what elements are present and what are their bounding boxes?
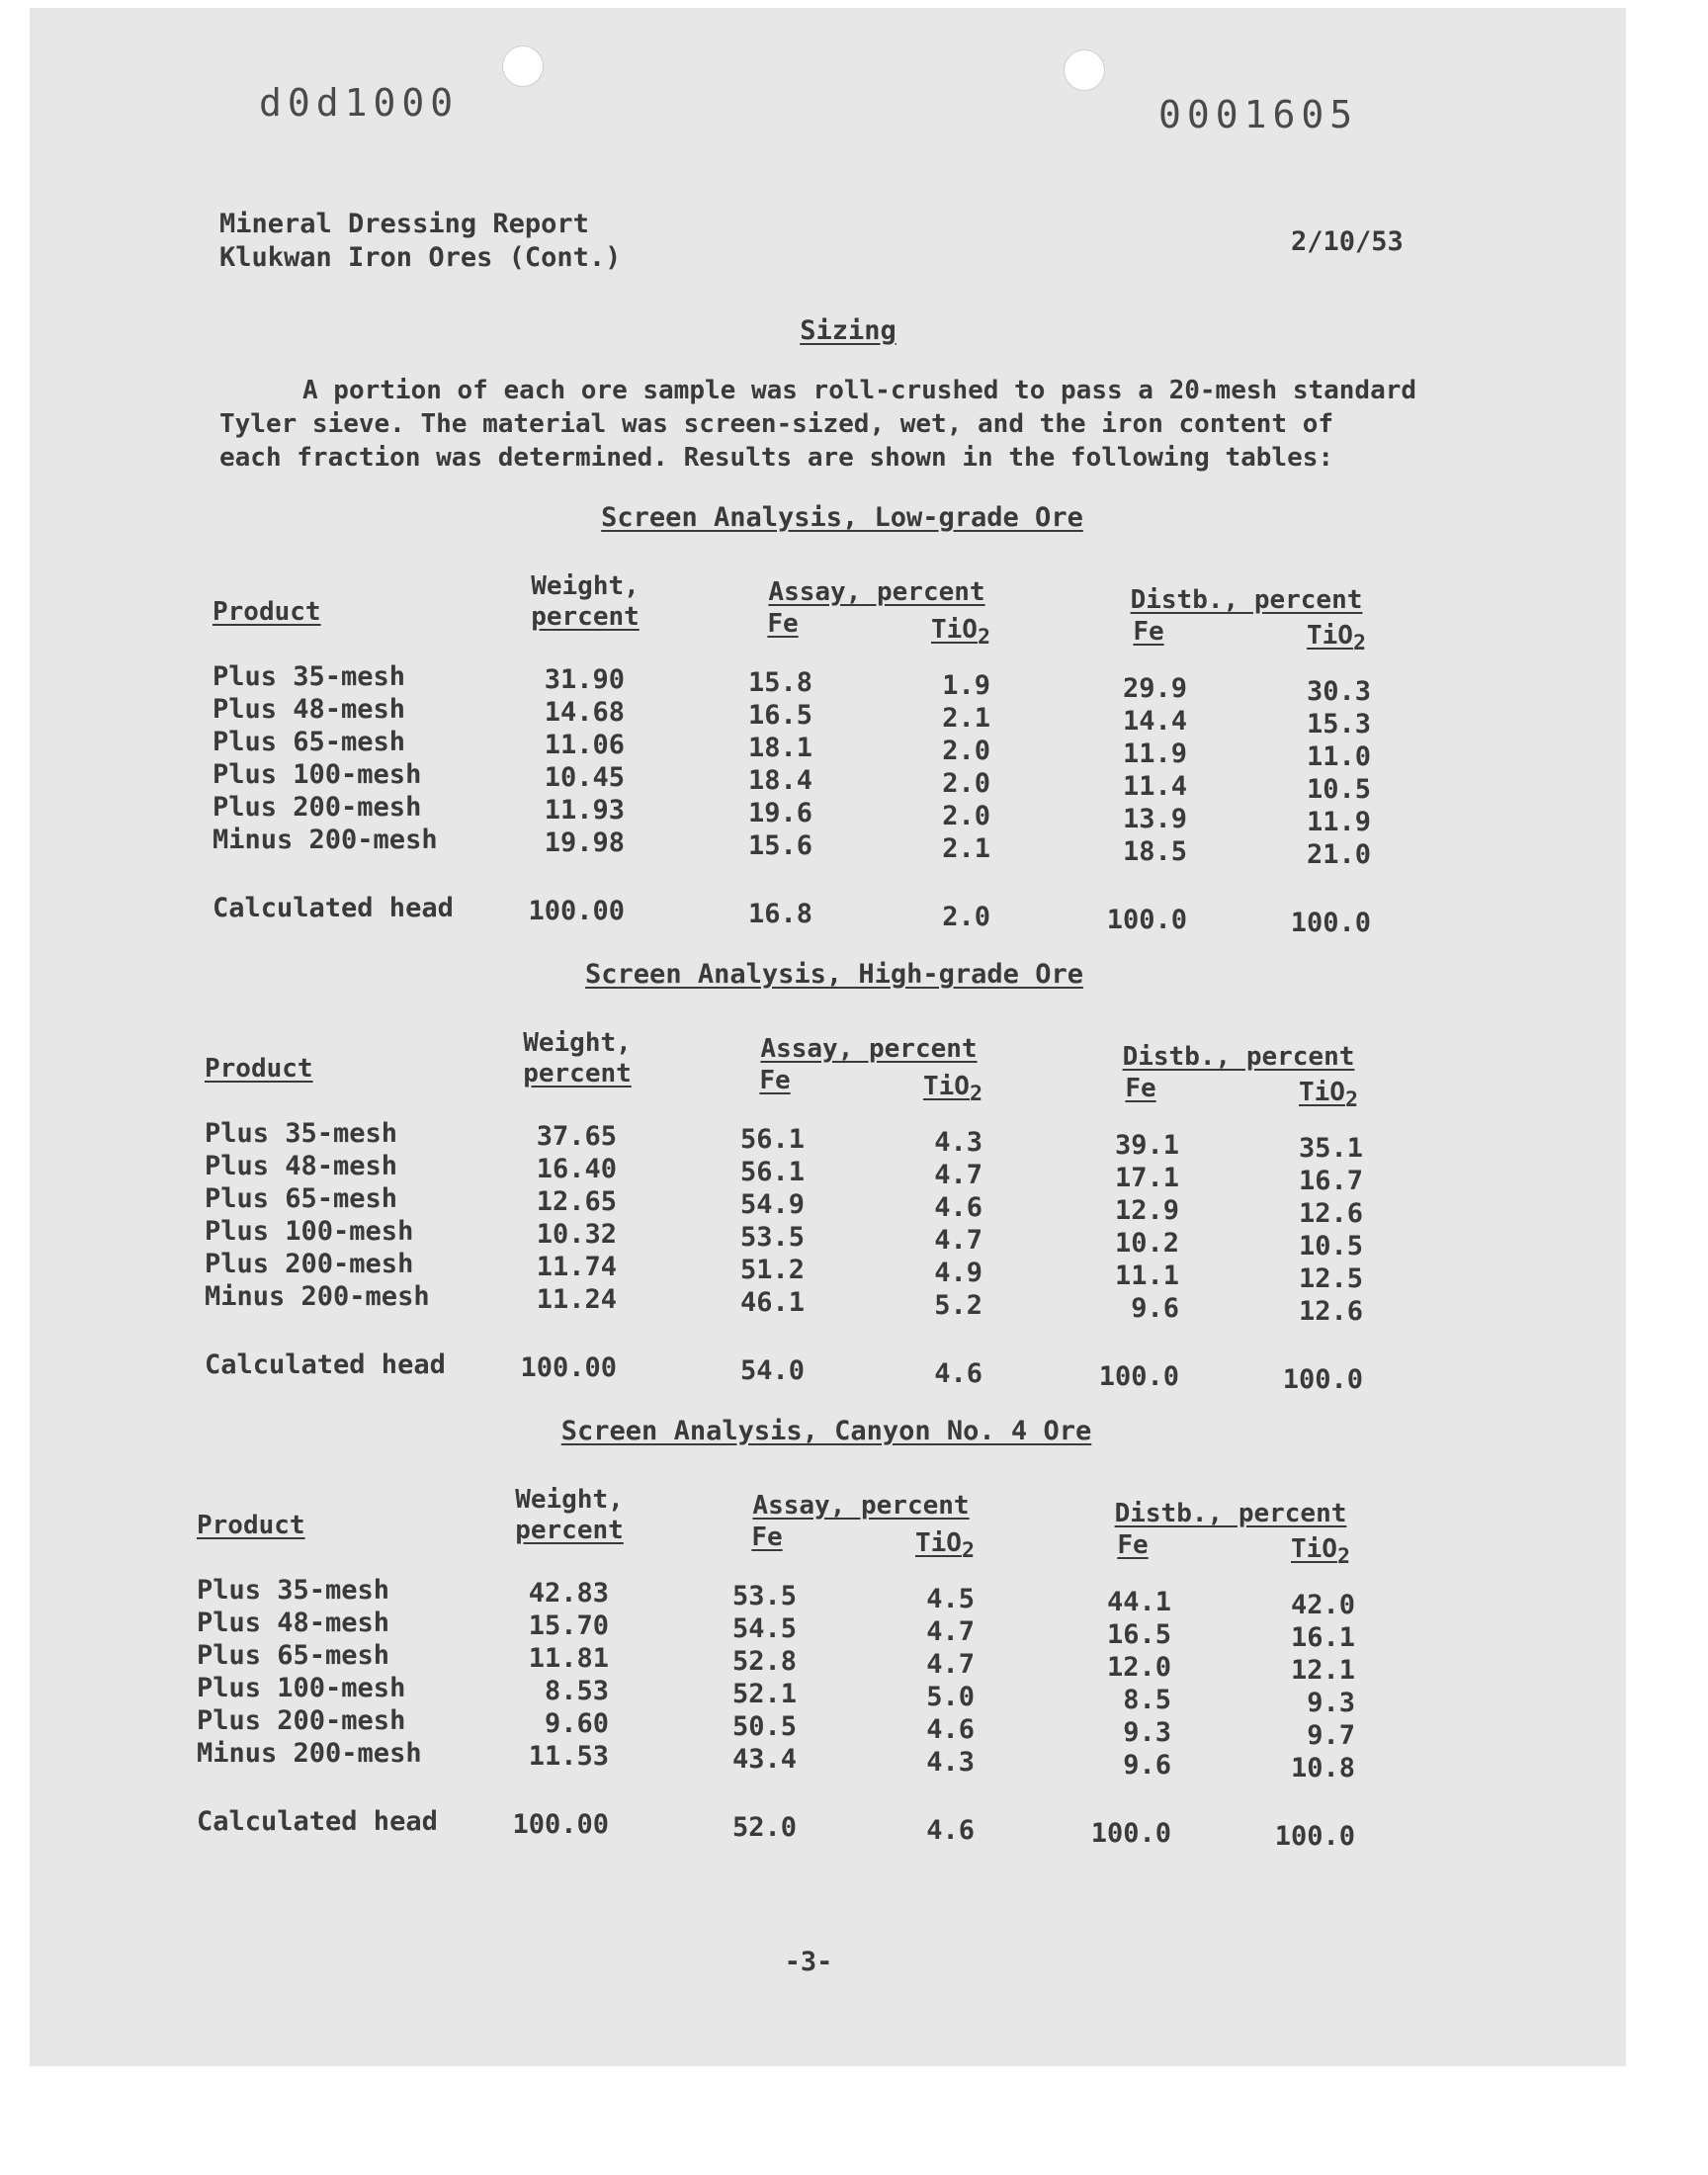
cell-distb-fe: 12.9 xyxy=(1114,1195,1179,1226)
total-assay-fe: 16.8 xyxy=(747,899,812,929)
cell-product: Plus 48-mesh xyxy=(205,1151,398,1181)
cell-assay-tio2: 4.7 xyxy=(926,1616,975,1647)
cell-assay-tio2: 4.3 xyxy=(934,1127,982,1158)
cell-distb-tio2: 10.8 xyxy=(1290,1753,1355,1784)
column-distb-fe xyxy=(1093,672,1187,936)
table-title: Screen Analysis, Canyon No. 4 Ore xyxy=(560,1416,1092,1446)
total-assay-tio2: 4.6 xyxy=(926,1815,975,1846)
cell-distb-tio2: 10.5 xyxy=(1298,1231,1363,1262)
header-assay: Assay, percent xyxy=(760,1034,978,1064)
cell-distb-tio2: 11.0 xyxy=(1306,741,1371,772)
subheader-assay-fe: Fe xyxy=(751,1522,783,1552)
cell-distb-tio2: 9.7 xyxy=(1307,1720,1355,1751)
column-assay-fe xyxy=(724,666,812,930)
cell-assay-fe: 18.4 xyxy=(747,765,812,796)
cell-distb-fe: 13.9 xyxy=(1122,804,1187,834)
cell-distb-fe: 44.1 xyxy=(1106,1587,1171,1617)
cell-product: Plus 35-mesh xyxy=(197,1575,390,1606)
cell-assay-fe: 19.6 xyxy=(747,798,812,828)
total-product: Calculated head xyxy=(197,1806,438,1837)
subheader-assay-tio2: TiO$_2$ xyxy=(914,1528,975,1564)
cell-distb-fe: 16.5 xyxy=(1106,1619,1171,1650)
cell-product: Plus 65-mesh xyxy=(197,1640,390,1671)
cell-assay-tio2: 2.1 xyxy=(942,833,990,864)
cell-product: Plus 100-mesh xyxy=(197,1673,406,1703)
column-distb-fe xyxy=(1077,1586,1171,1850)
cell-assay-tio2: 4.7 xyxy=(934,1160,982,1190)
header-weight xyxy=(508,1028,646,1089)
cell-distb-fe: 9.3 xyxy=(1123,1717,1171,1748)
cell-assay-tio2: 2.0 xyxy=(942,736,990,766)
cell-assay-fe: 53.5 xyxy=(739,1222,805,1253)
cell-assay-fe: 54.5 xyxy=(731,1613,797,1644)
column-weight xyxy=(526,663,625,927)
intro-paragraph xyxy=(219,374,1416,475)
column-distb-tio2 xyxy=(1277,675,1371,939)
column-product xyxy=(213,660,470,924)
total-assay-tio2: 2.0 xyxy=(942,902,990,932)
cell-product: Plus 48-mesh xyxy=(213,694,406,725)
cell-assay-fe: 15.6 xyxy=(747,830,812,861)
cell-distb-tio2: 12.6 xyxy=(1298,1296,1363,1327)
cell-assay-fe: 54.9 xyxy=(739,1189,805,1220)
weight-unit-label: percent xyxy=(515,1516,624,1545)
weight-label: Weight, xyxy=(523,1028,632,1058)
cell-weight: 11.93 xyxy=(544,795,625,826)
cell-weight: 14.68 xyxy=(544,697,625,728)
header-product xyxy=(213,597,390,628)
cell-assay-tio2: 4.6 xyxy=(926,1714,975,1745)
column-product xyxy=(197,1574,454,1838)
total-assay-tio2: 4.6 xyxy=(934,1358,982,1389)
total-distb-tio2: 100.0 xyxy=(1274,1821,1355,1852)
cell-weight: 11.06 xyxy=(544,730,625,760)
cell-assay-fe: 43.4 xyxy=(731,1744,797,1775)
cell-product: Plus 200-mesh xyxy=(197,1705,406,1736)
cell-distb-fe: 29.9 xyxy=(1122,673,1187,704)
cell-distb-tio2: 9.3 xyxy=(1307,1688,1355,1718)
punch-hole xyxy=(502,45,544,87)
table-title: Screen Analysis, Low-grade Ore xyxy=(601,502,1083,533)
subheader-distb-tio2: TiO$_2$ xyxy=(1298,1078,1358,1113)
cell-weight: 16.40 xyxy=(536,1154,617,1184)
total-weight: 100.00 xyxy=(520,1352,617,1383)
stamp-left: d0d1000 xyxy=(259,81,460,125)
column-assay-tio2 xyxy=(886,1583,975,1847)
cell-assay-fe: 53.5 xyxy=(731,1581,797,1611)
total-product: Calculated head xyxy=(205,1349,446,1380)
cell-product: Minus 200-mesh xyxy=(205,1281,430,1312)
stamp-right: 0001605 xyxy=(1158,93,1359,136)
column-assay-tio2 xyxy=(894,1126,982,1390)
cell-product: Plus 65-mesh xyxy=(213,727,406,757)
cell-assay-fe: 56.1 xyxy=(739,1157,805,1187)
cell-distb-fe: 10.2 xyxy=(1114,1228,1179,1259)
product-label: Product xyxy=(205,1054,313,1084)
cell-distb-fe: 11.4 xyxy=(1122,771,1187,802)
header-product xyxy=(197,1511,375,1541)
subheader-distb-fe: Fe xyxy=(1125,1074,1156,1103)
product-label: Product xyxy=(197,1511,305,1540)
total-product: Calculated head xyxy=(213,893,454,923)
cell-product: Minus 200-mesh xyxy=(213,825,438,855)
cell-weight: 10.45 xyxy=(544,762,625,793)
total-weight: 100.00 xyxy=(512,1809,609,1840)
cell-weight: 11.81 xyxy=(528,1643,609,1674)
cell-product: Plus 100-mesh xyxy=(213,759,422,790)
cell-assay-fe: 50.5 xyxy=(731,1711,797,1742)
weight-label: Weight, xyxy=(515,1485,624,1515)
header-weight xyxy=(516,571,654,633)
cell-distb-tio2: 16.7 xyxy=(1298,1166,1363,1196)
table-title: Screen Analysis, High-grade Ore xyxy=(585,959,1083,990)
cell-weight: 37.65 xyxy=(536,1121,617,1152)
cell-weight: 11.53 xyxy=(528,1741,609,1772)
weight-label: Weight, xyxy=(531,571,640,601)
cell-assay-tio2: 2.1 xyxy=(942,703,990,734)
column-product xyxy=(205,1117,462,1381)
report-header xyxy=(219,208,621,275)
punch-hole xyxy=(1064,49,1105,91)
paragraph-line: Tyler sieve. The material was screen-sized, wet, and the iron content of xyxy=(219,409,1334,439)
column-assay-tio2 xyxy=(901,669,990,933)
total-assay-fe: 54.0 xyxy=(739,1355,805,1386)
subheader-assay-fe: Fe xyxy=(759,1066,791,1095)
header-distb: Distb., percent xyxy=(1122,1042,1355,1072)
cell-weight: 19.98 xyxy=(544,827,625,858)
total-distb-fe: 100.0 xyxy=(1098,1361,1179,1392)
column-distb-fe xyxy=(1085,1129,1179,1393)
cell-product: Plus 65-mesh xyxy=(205,1183,398,1214)
cell-product: Plus 48-mesh xyxy=(197,1608,390,1638)
column-assay-fe xyxy=(716,1123,805,1387)
cell-assay-fe: 52.1 xyxy=(731,1679,797,1709)
cell-assay-tio2: 1.9 xyxy=(942,670,990,701)
subheader-distb-tio2: TiO$_2$ xyxy=(1306,621,1366,656)
total-distb-tio2: 100.0 xyxy=(1282,1364,1363,1395)
cell-assay-tio2: 4.9 xyxy=(934,1258,982,1288)
cell-weight: 11.24 xyxy=(536,1284,617,1315)
cell-weight: 10.32 xyxy=(536,1219,617,1250)
header-assay: Assay, percent xyxy=(768,577,985,607)
cell-assay-fe: 56.1 xyxy=(739,1124,805,1155)
cell-weight: 31.90 xyxy=(544,664,625,695)
weight-unit-label: percent xyxy=(523,1059,632,1088)
total-distb-fe: 100.0 xyxy=(1090,1818,1171,1849)
cell-assay-fe: 15.8 xyxy=(747,667,812,698)
cell-product: Minus 200-mesh xyxy=(197,1738,422,1769)
cell-product: Plus 200-mesh xyxy=(205,1249,414,1279)
cell-distb-fe: 11.1 xyxy=(1114,1261,1179,1291)
header-product xyxy=(205,1054,383,1085)
cell-product: Plus 35-mesh xyxy=(213,661,406,692)
cell-assay-fe: 51.2 xyxy=(739,1255,805,1285)
column-weight xyxy=(518,1120,617,1384)
report-date: 2/10/53 xyxy=(1291,226,1404,257)
header-distb: Distb., percent xyxy=(1130,585,1363,615)
cell-assay-tio2: 5.2 xyxy=(934,1290,982,1321)
total-assay-fe: 52.0 xyxy=(731,1812,797,1843)
cell-distb-tio2: 21.0 xyxy=(1306,839,1371,870)
cell-assay-fe: 16.5 xyxy=(747,700,812,731)
subheader-assay-tio2: TiO$_2$ xyxy=(922,1072,982,1107)
cell-distb-tio2: 12.5 xyxy=(1298,1263,1363,1294)
subheader-distb-fe: Fe xyxy=(1133,617,1164,647)
total-distb-tio2: 100.0 xyxy=(1290,908,1371,938)
header-distb: Distb., percent xyxy=(1114,1499,1347,1528)
weight-unit-label: percent xyxy=(531,602,640,632)
cell-distb-fe: 14.4 xyxy=(1122,706,1187,737)
cell-distb-tio2: 16.1 xyxy=(1290,1622,1355,1653)
cell-distb-tio2: 10.5 xyxy=(1306,774,1371,805)
cell-distb-fe: 8.5 xyxy=(1123,1685,1171,1715)
product-label: Product xyxy=(213,597,321,627)
cell-distb-fe: 18.5 xyxy=(1122,836,1187,867)
cell-assay-fe: 52.8 xyxy=(731,1646,797,1677)
cell-weight: 11.74 xyxy=(536,1252,617,1282)
cell-product: Plus 100-mesh xyxy=(205,1216,414,1247)
cell-assay-tio2: 5.0 xyxy=(926,1682,975,1712)
cell-assay-fe: 46.1 xyxy=(739,1287,805,1318)
cell-distb-tio2: 12.1 xyxy=(1290,1655,1355,1686)
cell-distb-tio2: 15.3 xyxy=(1306,709,1371,740)
header-weight xyxy=(500,1485,639,1546)
cell-assay-tio2: 4.7 xyxy=(934,1225,982,1256)
cell-weight: 42.83 xyxy=(528,1578,609,1609)
column-assay-fe xyxy=(708,1580,797,1844)
cell-assay-fe: 18.1 xyxy=(747,733,812,763)
report-title: Mineral Dressing Report xyxy=(219,209,589,239)
cell-assay-tio2: 4.5 xyxy=(926,1584,975,1614)
cell-distb-fe: 9.6 xyxy=(1123,1750,1171,1781)
cell-distb-fe: 17.1 xyxy=(1114,1163,1179,1193)
cell-distb-tio2: 11.9 xyxy=(1306,807,1371,837)
cell-assay-tio2: 4.3 xyxy=(926,1747,975,1778)
cell-distb-tio2: 35.1 xyxy=(1298,1133,1363,1164)
cell-assay-tio2: 4.6 xyxy=(934,1192,982,1223)
cell-distb-fe: 11.9 xyxy=(1122,739,1187,769)
subheader-distb-fe: Fe xyxy=(1117,1530,1149,1560)
section-title: Sizing xyxy=(800,315,897,346)
column-weight xyxy=(510,1577,609,1841)
cell-weight: 12.65 xyxy=(536,1186,617,1217)
cell-distb-fe: 9.6 xyxy=(1131,1293,1179,1324)
report-subtitle: Klukwan Iron Ores (Cont.) xyxy=(219,242,622,273)
cell-distb-fe: 12.0 xyxy=(1106,1652,1171,1683)
cell-distb-tio2: 30.3 xyxy=(1306,676,1371,707)
cell-product: Plus 35-mesh xyxy=(205,1118,398,1149)
cell-assay-tio2: 4.7 xyxy=(926,1649,975,1680)
cell-distb-fe: 39.1 xyxy=(1114,1130,1179,1161)
paragraph-line: A portion of each ore sample was roll-crushed to pass a 20-mesh standard xyxy=(302,376,1417,405)
subheader-assay-fe: Fe xyxy=(767,609,799,639)
cell-assay-tio2: 2.0 xyxy=(942,768,990,799)
cell-weight: 15.70 xyxy=(528,1610,609,1641)
total-weight: 100.00 xyxy=(528,896,625,926)
page-number: -3- xyxy=(784,1947,833,1977)
column-distb-tio2 xyxy=(1261,1589,1355,1853)
subheader-assay-tio2: TiO$_2$ xyxy=(930,615,990,651)
column-distb-tio2 xyxy=(1269,1132,1363,1396)
cell-distb-tio2: 12.6 xyxy=(1298,1198,1363,1229)
subheader-distb-tio2: TiO$_2$ xyxy=(1290,1534,1350,1570)
cell-assay-tio2: 2.0 xyxy=(942,801,990,831)
cell-distb-tio2: 42.0 xyxy=(1290,1590,1355,1620)
cell-product: Plus 200-mesh xyxy=(213,792,422,823)
cell-weight: 8.53 xyxy=(544,1676,609,1706)
total-distb-fe: 100.0 xyxy=(1106,905,1187,935)
header-assay: Assay, percent xyxy=(752,1491,970,1521)
paragraph-line: each fraction was determined. Results are shown in the following tables: xyxy=(219,443,1334,473)
cell-weight: 9.60 xyxy=(544,1708,609,1739)
